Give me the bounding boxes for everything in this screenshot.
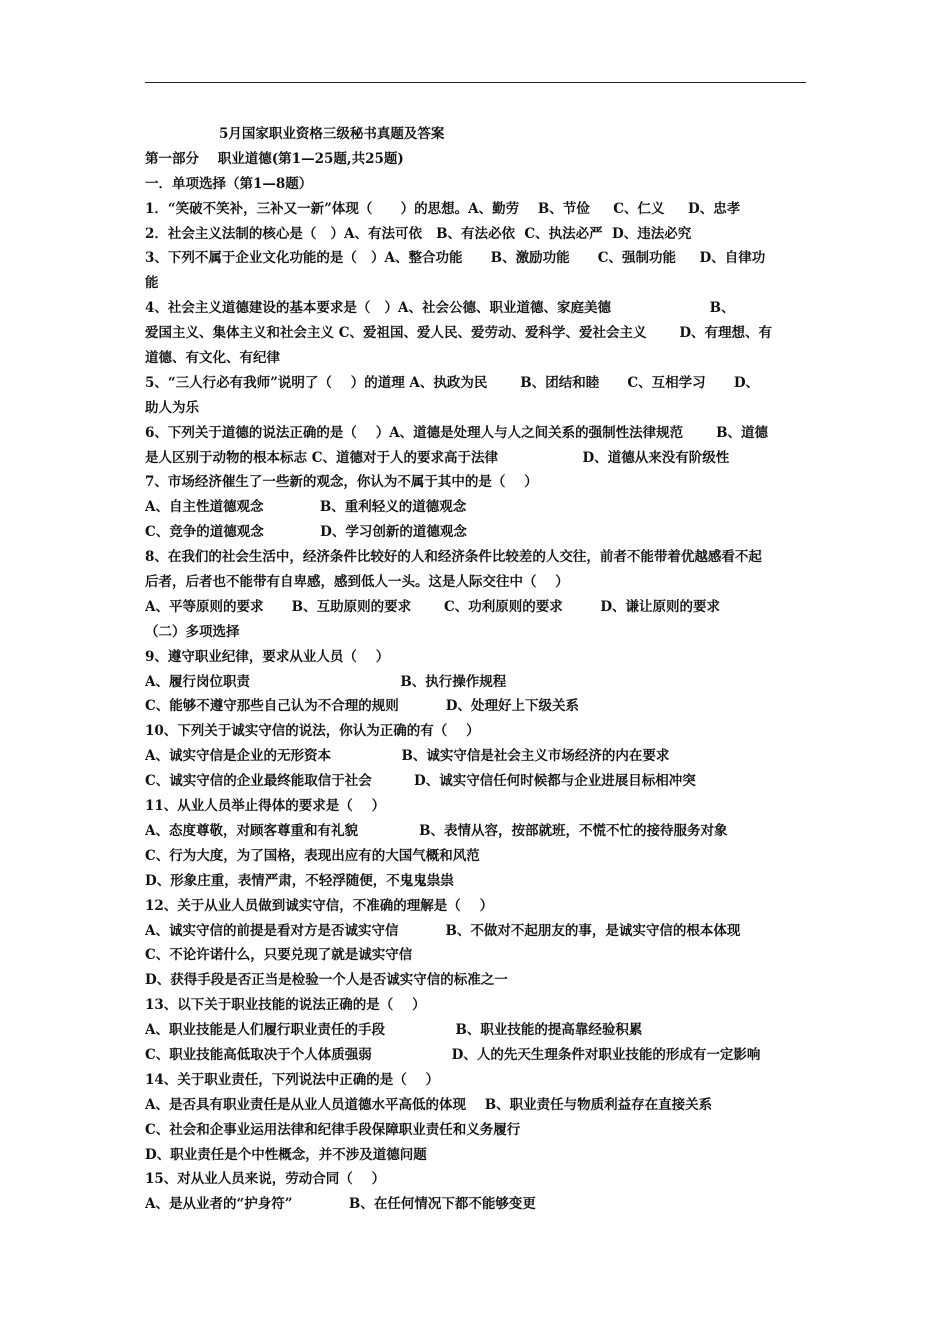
question-7-options: A、自主性道德观念 B、重利轻义的道德观念 — [145, 499, 467, 516]
question-14-options: C、社会和企事业运用法律和纪律手段保障职业责任和义务履行 — [145, 1121, 521, 1138]
question-14: 14、关于职业责任，下列说法中正确的是（ ） — [145, 1071, 440, 1088]
question-10: 10、下列关于诚实守信的说法，你认为正确的有（ ） — [145, 723, 480, 740]
question-3: 3、下列不属于企业文化功能的是（ ）A、整合功能 B、激励功能 C、强制功能 D、自律功 — [145, 250, 766, 267]
header-rule — [145, 82, 806, 83]
question-13: 13、以下关于职业技能的说法正确的是（ ） — [145, 997, 426, 1014]
question-15-options: A、是从业者的“护身符” B、在任何情况下都不能够变更 — [145, 1196, 536, 1213]
subsection-heading: 一．单项选择（第1—8题） — [145, 175, 313, 192]
question-1: 1．“笑破不笑补，三补又一新”体现（ ）的思想。A、勤劳 B、节俭 C、仁义 D、忠孝 — [145, 200, 741, 217]
question-4: 4、社会主义道德建设的基本要求是（ ）A、社会公德、职业道德、家庭美德 B、 — [145, 300, 735, 317]
question-2: 2．社会主义法制的核心是（ ）A、有法可依 B、有法必依 C、执法必严 D、违法必究 — [145, 225, 692, 242]
question-11-options: C、行为大度，为了国格，表现出应有的大国气概和风范 — [145, 847, 480, 864]
question-10-options: C、诚实守信的企业最终能取信于社会 D、诚实守信任何时候都与企业进展目标相冲突 — [145, 773, 696, 790]
question-11: 11、从业人员举止得体的要求是（ ） — [145, 798, 386, 815]
question-13-options: C、职业技能高低取决于个人体质强弱 D、人的先天生理条件对职业技能的形成有一定影响 — [145, 1046, 761, 1063]
document-body — [145, 122, 807, 1217]
question-13-options: A、职业技能是人们履行职业责任的手段 B、职业技能的提高靠经验积累 — [145, 1022, 643, 1039]
question-12-options: C、不论许诺什么，只要兑现了就是诚实守信 — [145, 947, 413, 964]
question-8-options: A、平等原则的要求 B、互助原则的要求 C、功利原则的要求 D、谦让原则的要求 — [145, 598, 721, 615]
subsection-heading-multi: （二）多项选择 — [145, 623, 240, 640]
question-9: 9、遵守职业纪律，要求从业人员（ ） — [145, 648, 390, 665]
question-8-cont: 后者，后者也不能带有自卑感，感到低人一头。这是人际交往中（ ） — [145, 574, 569, 591]
question-4-cont: 爱国主义、集体主义和社会主义 C、爱祖国、爱人民、爱劳动、爱科学、爱社会主义 D、有理想、有 — [145, 325, 773, 342]
question-5-cont: 助人为乐 — [145, 399, 199, 416]
question-6-cont: 是人区别于动物的根本标志 C、道德对于人的要求高于法律 D、道德从来没有阶级性 — [145, 449, 730, 466]
question-4-cont: 道德、有文化、有纪律 — [145, 350, 280, 367]
question-6: 6、下列关于道德的说法正确的是（ ）A、道德是处理人与人之间关系的强制性法律规范 B、道德 — [145, 424, 768, 441]
question-10-options: A、诚实守信是企业的无形资本 B、诚实守信是社会主义市场经济的内在要求 — [145, 748, 670, 765]
question-11-options: D、形象庄重，表情严肃，不轻浮随便，不鬼鬼祟祟 — [145, 872, 454, 889]
question-9-options: A、履行岗位职责 B、执行操作规程 — [145, 673, 507, 690]
question-8: 8、在我们的社会生活中，经济条件比较好的人和经济条件比较差的人交往，前者不能带着优越感看不起 — [145, 549, 762, 566]
question-5: 5、“三人行必有我师”说明了（ ）的道理 A、执政为民 B、团结和睦 C、互相学习 D、 — [145, 374, 760, 391]
section-heading: 第一部分 职业道德(第1—25题,共25题) — [145, 150, 404, 167]
question-14-options: D、职业责任是个中性概念，并不涉及道德问题 — [145, 1146, 427, 1163]
question-15: 15、对从业人员来说，劳动合同（ ） — [145, 1171, 386, 1188]
question-12: 12、关于从业人员做到诚实守信，不准确的理解是（ ） — [145, 897, 494, 914]
question-9-options: C、能够不遵守那些自己认为不合理的规则 D、处理好上下级关系 — [145, 698, 579, 715]
question-11-options: A、态度尊敬，对顾客尊重和有礼貌 B、表情从容，按部就班，不慌不忙的接待服务对象 — [145, 822, 728, 839]
question-7-options: C、竞争的道德观念 D、学习创新的道德观念 — [145, 524, 467, 541]
document-title: 5月国家职业资格三级秘书真题及答案 — [219, 126, 445, 142]
question-12-options: A、诚实守信的前提是看对方是否诚实守信 B、不做对不起朋友的事，是诚实守信的根本体现 — [145, 922, 741, 939]
question-12-options: D、获得手段是否正当是检验一个人是否诚实守信的标准之一 — [145, 972, 508, 989]
question-3-cont: 能 — [145, 275, 159, 292]
question-14-options: A、是否具有职业责任是从业人员道德水平高低的体现 B、职业责任与物质利益存在直接关系 — [145, 1096, 713, 1113]
question-7: 7、市场经济催生了一些新的观念，你认为不属于其中的是（ ） — [145, 474, 538, 491]
